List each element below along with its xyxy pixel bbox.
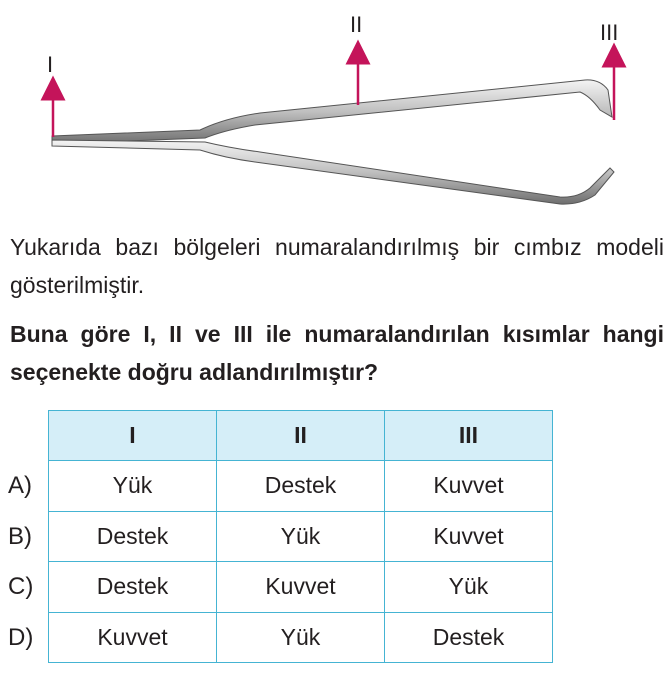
table-cell: Yük xyxy=(385,562,553,613)
table-cell: Destek xyxy=(49,562,217,613)
label-three: III xyxy=(600,20,619,45)
header-cell: III xyxy=(385,410,553,461)
description-text: Yukarıda bazı bölgeleri numaralandırılmış bir cımbız modeli gösterilmiştir. xyxy=(10,234,664,298)
option-b-row[interactable] xyxy=(8,512,556,563)
tweezers-lower-arm xyxy=(52,140,614,204)
option-c-row[interactable] xyxy=(8,562,556,613)
option-letter: A) xyxy=(8,472,32,500)
option-letter: C) xyxy=(8,573,34,601)
header-cell: II xyxy=(217,410,385,461)
header-spacer xyxy=(8,410,48,461)
option-d-row[interactable] xyxy=(8,613,556,664)
option-a-row[interactable] xyxy=(8,461,556,512)
header-cell: I xyxy=(49,410,217,461)
question-text: Buna göre I, II ve III ile numaralandırılan kısımlar hangi seçenekte doğru adlandırılmıştır? xyxy=(10,321,664,385)
tweezers-upper-arm xyxy=(52,80,612,144)
table-cell: Kuvvet xyxy=(385,461,553,512)
table-cell: Yük xyxy=(217,512,385,563)
table-cell: Yük xyxy=(217,613,385,664)
table-cell: Kuvvet xyxy=(49,613,217,664)
table-cell: Destek xyxy=(385,613,553,664)
tweezers-figure xyxy=(0,0,671,215)
answer-table xyxy=(8,410,556,663)
table-cell: Yük xyxy=(49,461,217,512)
label-one: I xyxy=(47,52,54,77)
table-cell: Kuvvet xyxy=(217,562,385,613)
table-cell: Kuvvet xyxy=(385,512,553,563)
table-cell: Destek xyxy=(217,461,385,512)
label-two: II xyxy=(350,12,363,37)
option-letter: B) xyxy=(8,522,32,550)
table-cell: Destek xyxy=(49,512,217,563)
option-letter: D) xyxy=(8,624,34,652)
table-header-row xyxy=(8,410,556,461)
